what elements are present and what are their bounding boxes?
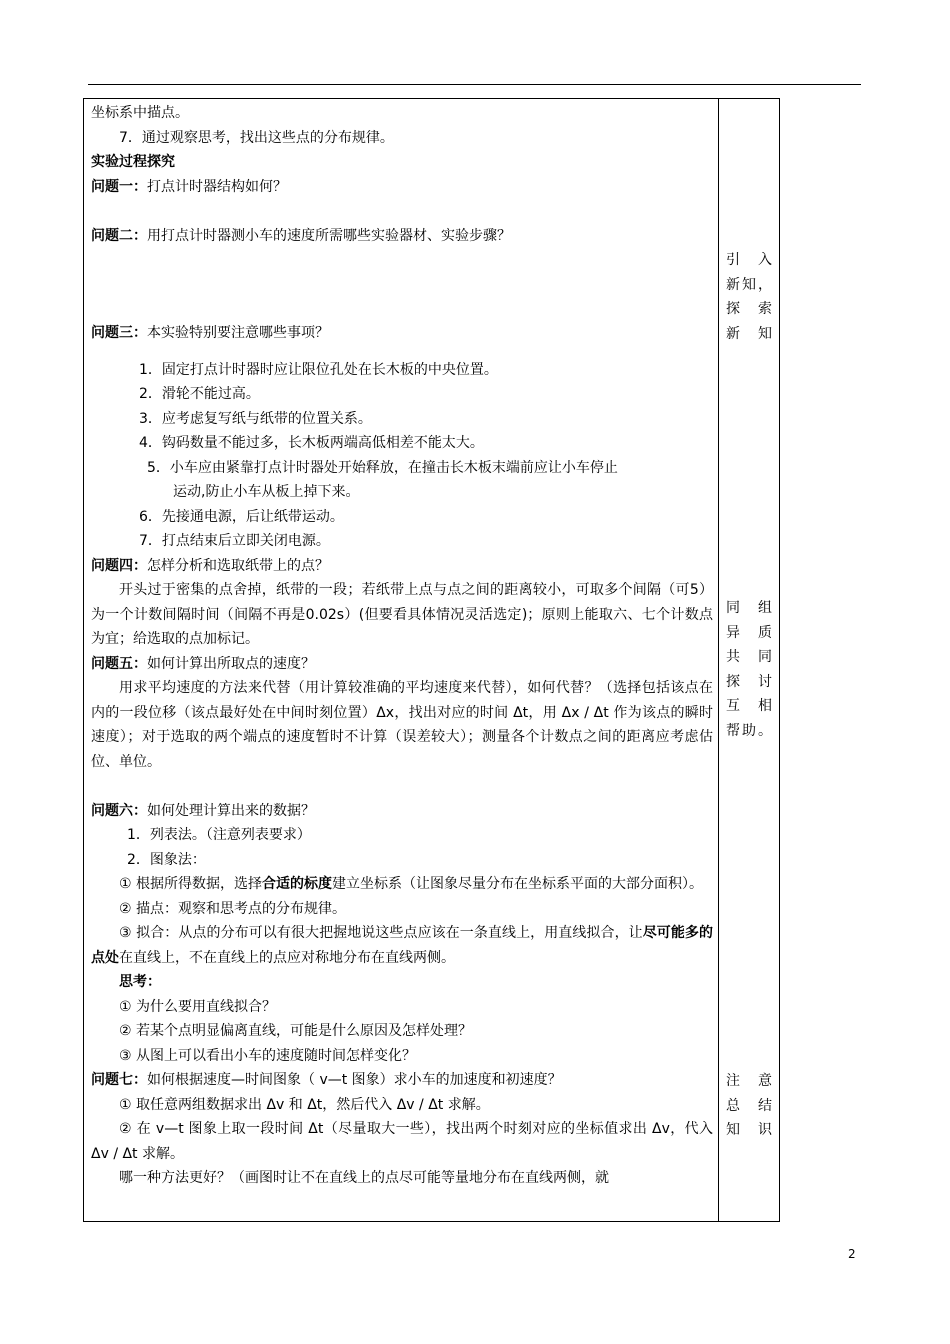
page-number: 2 bbox=[848, 1247, 856, 1261]
paragraph bbox=[91, 921, 713, 970]
side-line: 新知 bbox=[726, 325, 772, 342]
column-divider bbox=[718, 98, 719, 1222]
list-item: ① 为什么要用直线拟合？ bbox=[119, 998, 277, 1015]
side-line: 总 结 bbox=[726, 1097, 772, 1114]
list-item: 1．固定打点计时器时应让限位孔处在长木板的中央位置。 bbox=[139, 361, 498, 378]
question-title: 问题二： bbox=[91, 227, 147, 244]
text: ① 根据所得数据，选择 bbox=[119, 876, 263, 892]
side-line: 同 组 bbox=[726, 600, 772, 616]
paragraph bbox=[91, 872, 713, 897]
main-column bbox=[91, 101, 713, 1191]
side-line: 共 同 bbox=[726, 649, 772, 665]
question-title: 问题三： bbox=[91, 325, 147, 341]
emphasis: 尽可能多的点处 bbox=[91, 925, 714, 966]
side-line: 帮助。 bbox=[726, 722, 772, 739]
side-note-b bbox=[722, 596, 776, 743]
question-text: 怎样分析和选取纸带上的点？ bbox=[147, 557, 329, 574]
list-item: 1．列表法。（注意列表要求） bbox=[127, 827, 311, 843]
side-line: 探 索 bbox=[726, 301, 772, 317]
list-item: 7．打点结束后立即关闭电源。 bbox=[139, 533, 330, 549]
question-6 bbox=[91, 799, 713, 824]
paragraph: ① 取任意两组数据求出 Δv 和 Δt，然后代入 Δv / Δt 求解。 bbox=[119, 1096, 490, 1113]
side-line: 引 入 bbox=[726, 252, 772, 268]
list-item-continued: 运动,防止小车从板上掉下来。 bbox=[173, 484, 360, 500]
paragraph: 开头过于密集的点舍掉，纸带的一段；若纸带上点与点之间的距离较小，可取多个间隔（可5）为一个计数间隔时间（间隔不再是0.02s）(但要看具体情况灵活选定)；原则上能取六、七个计数点为宜；给选取的点加标记。 bbox=[91, 582, 713, 647]
question-7 bbox=[91, 1068, 713, 1093]
question-4 bbox=[91, 554, 713, 579]
side-line: 互 相 bbox=[726, 698, 772, 714]
side-line: 注 意 bbox=[726, 1073, 772, 1089]
header-rule bbox=[88, 84, 861, 85]
list-item: 3．应考虑复写纸与纸带的位置关系。 bbox=[139, 410, 372, 427]
question-title: 问题五： bbox=[91, 655, 147, 672]
question-2 bbox=[91, 224, 713, 249]
question-title: 问题四： bbox=[91, 557, 147, 574]
line: 7．通过观察思考，找出这些点的分布规律。 bbox=[119, 129, 394, 146]
list-item: 2．图象法： bbox=[127, 851, 206, 868]
list-item: ② 若某个点明显偏离直线，可能是什么原因及怎样处理？ bbox=[119, 1023, 472, 1039]
question-title: 问题一： bbox=[91, 178, 147, 195]
text: 在直线上，不在直线上的点应对称地分布在直线两侧。 bbox=[119, 949, 455, 966]
question-5 bbox=[91, 652, 713, 677]
side-line: 异 质 bbox=[726, 624, 772, 641]
question-text: 如何根据速度—时间图象（ v—t 图象）求小车的加速度和初速度？ bbox=[147, 1072, 562, 1088]
question-text: 如何处理计算出来的数据？ bbox=[147, 802, 315, 819]
side-note-a bbox=[722, 248, 776, 346]
think-heading: 思考： bbox=[119, 974, 161, 990]
line: 坐标系中描点。 bbox=[91, 105, 189, 121]
side-line: 新知， bbox=[726, 276, 772, 293]
question-3 bbox=[91, 321, 713, 346]
question-text: 本实验特别要注意哪些事项？ bbox=[147, 325, 329, 341]
text: ③ 拟合：从点的分布可以有很大把握地说这些点应该在一条直线上，用直线拟合，让 bbox=[119, 925, 643, 941]
question-title: 问题七： bbox=[91, 1072, 147, 1088]
question-text: 用打点计时器测小车的速度所需哪些实验器材、实验步骤？ bbox=[147, 227, 511, 244]
paragraph: ② 描点：观察和思考点的分布规律。 bbox=[119, 900, 347, 917]
text: 建立坐标系（让图象尽量分布在坐标系平面的大部分面积）。 bbox=[332, 876, 704, 892]
paragraph: ② 在 v—t 图象上取一段时间 Δt（尽量取大一些），找出两个时刻对应的坐标值求出 Δv，代入 Δv / Δt 求解。 bbox=[91, 1121, 713, 1162]
side-line: 探 讨 bbox=[726, 673, 772, 690]
side-note-c bbox=[722, 1069, 776, 1143]
question-text: 打点计时器结构如何？ bbox=[147, 178, 287, 195]
list-item: 6．先接通电源，后让纸带运动。 bbox=[139, 508, 344, 525]
question-title: 问题六： bbox=[91, 802, 147, 819]
paragraph: 用求平均速度的方法来代替（用计算较准确的平均速度来代替），如何代替？（选择包括该点在内的一段位移（该点最好处在中间时刻位置）Δx，找出对应的时间 Δt，用 Δx / Δt 作为该点的瞬时速度）；对于选取的两个端点的速度暂时不计算（误差较大）；测量各个计数点之间的距离应考虑估位、单位。 bbox=[91, 680, 713, 770]
list-item: ③ 从图上可以看出小车的速度随时间怎样变化？ bbox=[119, 1047, 416, 1064]
question-1 bbox=[91, 175, 713, 200]
paragraph: 哪一种方法更好？（画图时让不在直线上的点尽可能等量地分布在直线两侧，就 bbox=[119, 1170, 609, 1186]
list-item: 4．钩码数量不能过多，长木板两端高低相差不能太大。 bbox=[139, 435, 484, 451]
question-text: 如何计算出所取点的速度？ bbox=[147, 655, 315, 672]
list-item: 2．滑轮不能过高。 bbox=[139, 386, 260, 402]
list-item: 5．小车应由紧靠打点计时器处开始释放，在撞击长木板末端前应让小车停止 bbox=[147, 459, 618, 476]
side-line: 知识 bbox=[726, 1122, 772, 1138]
section-heading: 实验过程探究 bbox=[91, 154, 175, 170]
emphasis: 合适的标度 bbox=[262, 876, 333, 892]
